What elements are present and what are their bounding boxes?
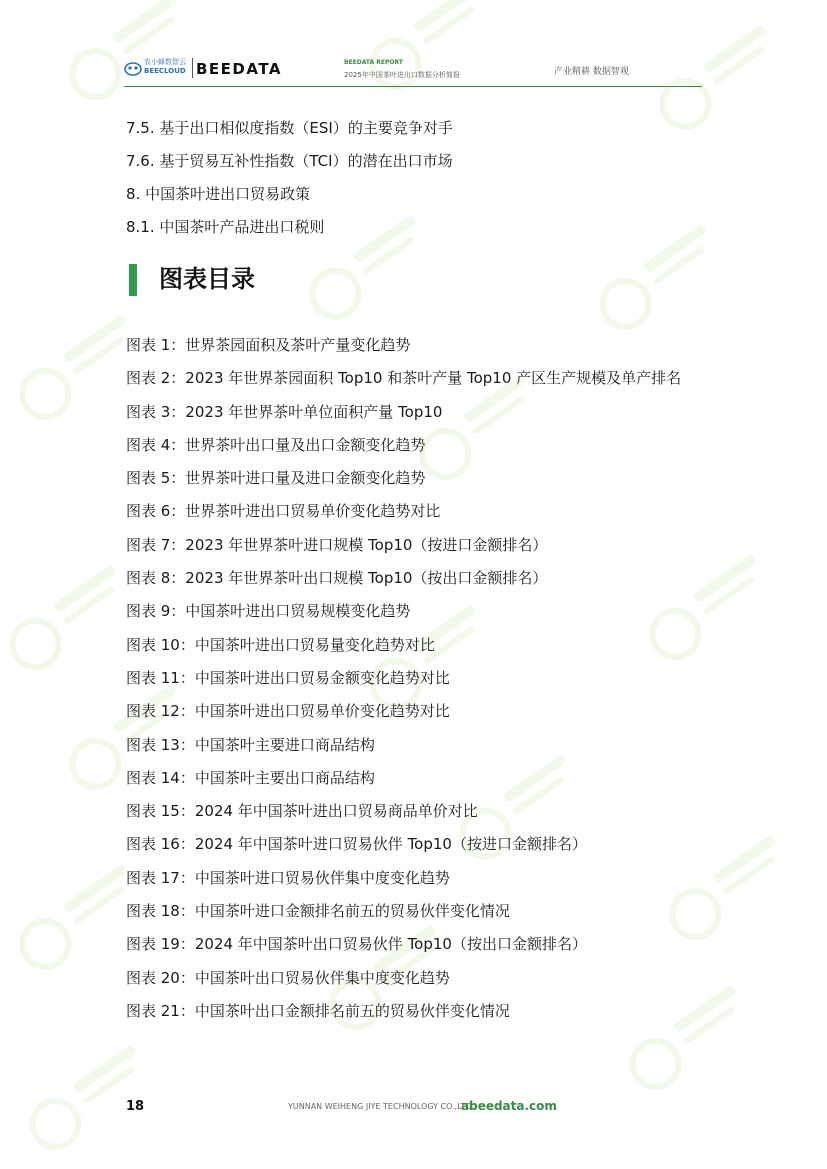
figure-item[interactable]: 图表 1：世界茶园面积及茶叶产量变化趋势 <box>126 336 411 354</box>
figure-item[interactable]: 图表 5：世界茶叶进口量及进口金额变化趋势 <box>126 469 426 488</box>
header-divider <box>124 86 702 87</box>
figure-item[interactable]: 图表 4：世界茶叶出口量及出口金额变化趋势 <box>126 435 426 454</box>
figure-item[interactable]: 图表 16：2024 年中国茶叶进口贸易伙伴 Top10（按进口金额排名） <box>126 835 587 854</box>
figure-item[interactable]: 图表 8：2023 年世界茶叶出口规模 Top10（按出口金额排名） <box>126 569 548 588</box>
figure-item[interactable]: 图表 20：中国茶叶出口贸易伙伴集中度变化趋势 <box>126 968 450 987</box>
report-subtitle: 2025年中国茶叶进出口数据分析简报 <box>344 71 460 79</box>
header-slogan: 产业精耕 数据智观 <box>554 67 629 77</box>
figure-item[interactable]: 图表 19：2024 年中国茶叶出口贸易伙伴 Top10（按出口金额排名） <box>126 935 587 954</box>
logo-cn-text: 农小蜂数智云 <box>144 58 186 66</box>
page-number: 18 <box>126 1099 145 1114</box>
figure-list <box>126 329 706 1028</box>
toc-item[interactable]: 7.5. 基于出口相似度指数（ESI）的主要竞争对手 <box>126 119 453 137</box>
figure-item[interactable]: 图表 14：中国茶叶主要出口商品结构 <box>126 768 375 787</box>
footer-company: YUNNAN WEIHENG JIYE TECHNOLOGY CO.,LTD. <box>288 1102 475 1111</box>
figure-item[interactable]: 图表 11：中国茶叶进出口贸易金额变化趋势对比 <box>126 668 450 687</box>
toc-item[interactable]: 7.6. 基于贸易互补性指数（TCI）的潜在出口市场 <box>126 152 453 170</box>
page-header <box>124 56 702 86</box>
figure-item[interactable]: 图表 21：中国茶叶出口金额排名前五的贸易伙伴变化情况 <box>126 1001 510 1020</box>
figure-item[interactable]: 图表 12：中国茶叶进出口贸易单价变化趋势对比 <box>126 702 450 721</box>
figure-item[interactable]: 图表 9：中国茶叶进出口贸易规模变化趋势 <box>126 602 411 621</box>
figure-item[interactable]: 图表 18：中国茶叶进口金额排名前五的贸易伙伴变化情况 <box>126 902 510 921</box>
logo-en-text: BEECLOUD <box>144 67 186 75</box>
toc-item[interactable]: 8.1. 中国茶叶产品进出口税则 <box>126 218 325 236</box>
toc-list <box>126 112 706 244</box>
figure-item[interactable]: 图表 15：2024 年中国茶叶进出口贸易商品单价对比 <box>126 802 478 821</box>
figure-item[interactable]: 图表 17：中国茶叶进口贸易伙伴集中度变化趋势 <box>126 868 450 887</box>
section-title: 图表目录 <box>159 265 255 293</box>
figure-item[interactable]: 图表 10：中国茶叶进出口贸易量变化趋势对比 <box>126 635 435 654</box>
report-title: BEEDATA REPORT <box>344 59 403 66</box>
watermark-logo <box>13 1023 176 1166</box>
section-accent-bar <box>129 264 137 296</box>
figure-item[interactable]: 图表 2：2023 年世界茶园面积 Top10 和茶叶产量 Top10 产区生产规模及单产排名 <box>126 369 682 388</box>
figure-item[interactable]: 图表 13：中国茶叶主要进口商品结构 <box>126 735 375 754</box>
brand-name: BEEDATA <box>196 60 282 78</box>
logo-divider <box>192 58 193 78</box>
beecloud-logo-icon <box>124 59 142 77</box>
figure-item[interactable]: 图表 6：世界茶叶进出口贸易单价变化趋势对比 <box>126 502 441 521</box>
toc-item[interactable]: 8. 中国茶叶进出口贸易政策 <box>126 185 311 203</box>
figure-item[interactable]: 图表 7：2023 年世界茶叶进口规模 Top10（按进口金额排名） <box>126 535 548 554</box>
figure-item[interactable]: 图表 3：2023 年世界茶叶单位面积产量 Top10 <box>126 402 443 421</box>
watermark-logo <box>353 0 516 107</box>
footer-url-link[interactable]: abeedata.com <box>461 1099 557 1113</box>
